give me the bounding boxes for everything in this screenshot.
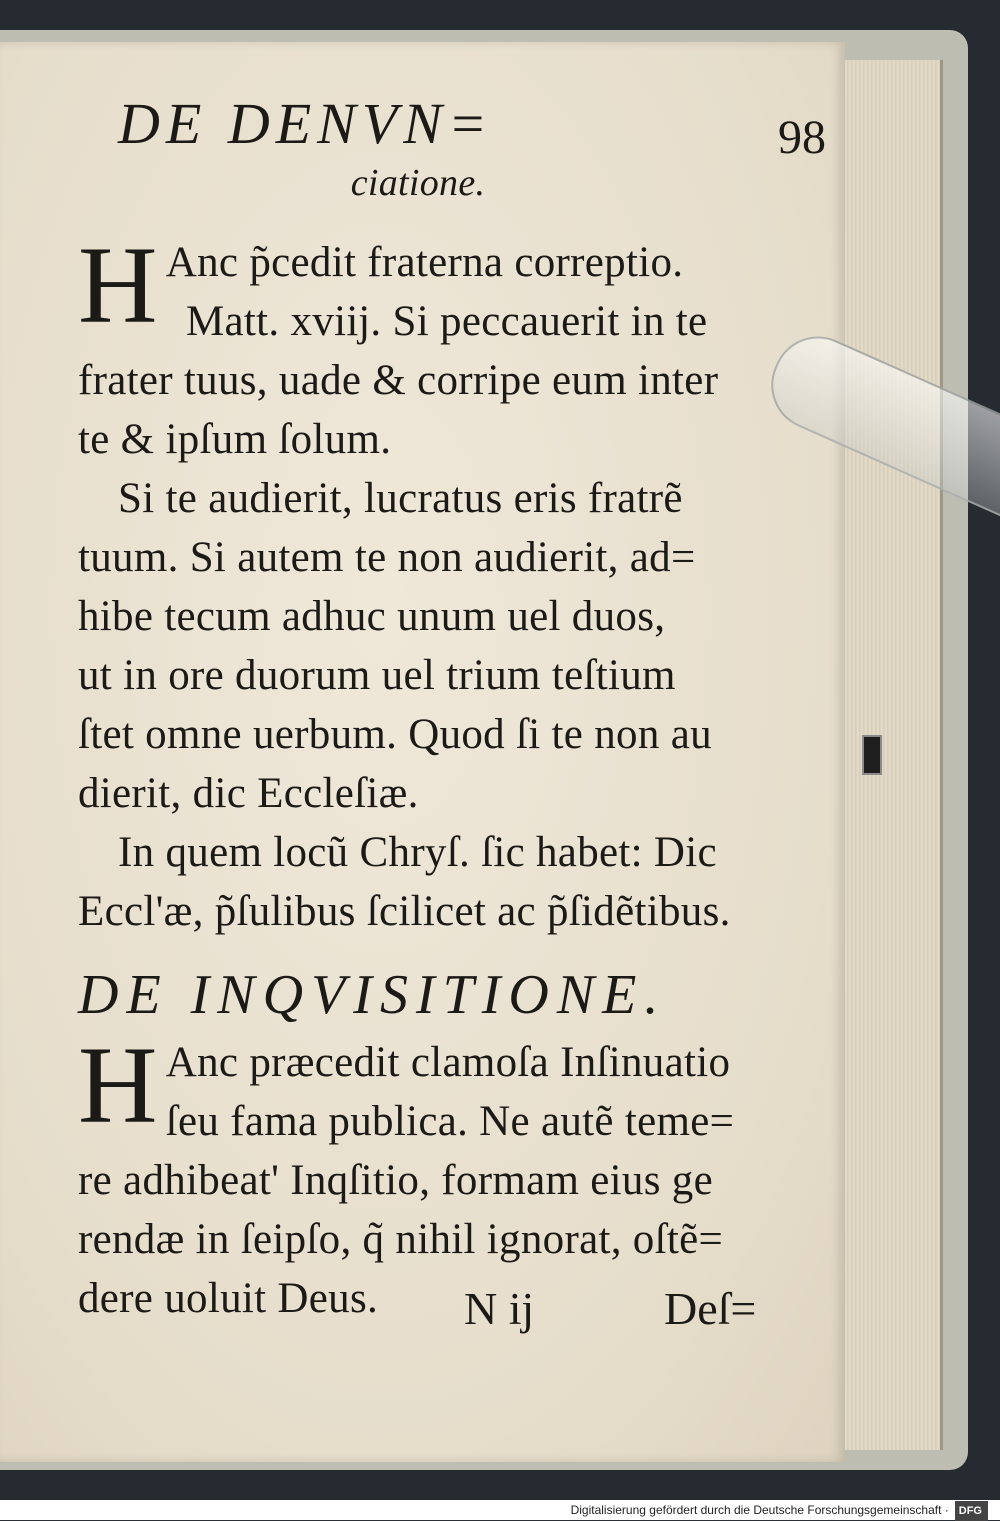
dfg-logo: DFG	[955, 1501, 988, 1521]
text-line: re adhibeat' Inqſitio, formam eius ge	[78, 1157, 713, 1204]
text-line: In quem locũ Chryſ. ſic habet: Dic	[118, 829, 717, 876]
section-heading-denunciatione: DE DENVN=	[118, 91, 494, 156]
section-heading-continuation: ciatione.	[350, 162, 486, 204]
catchword: Deſ=	[664, 1283, 757, 1334]
text-line: hibe tecum adhuc unum uel duos,	[78, 593, 666, 640]
text-line: ſeu fama publica. Ne autẽ teme=	[165, 1098, 735, 1145]
section-heading-inquisitione: DE INQVISITIONE.	[78, 964, 667, 1026]
paragraph-chrysostom	[78, 823, 778, 941]
text-line: Si te audierit, lucratus eris fratrẽ	[118, 475, 683, 522]
text-line: Eccl'æ, p̃ſulibus ſcilicet ac p̃ſidẽtibus.	[78, 888, 731, 935]
paragraph-audierit	[78, 469, 778, 823]
page-number: 98	[778, 111, 826, 164]
bookmark-tab	[862, 735, 882, 775]
drop-capital: H	[78, 224, 158, 346]
text-line: Matt. xviĳ. Si peccauerit in te	[186, 298, 708, 345]
text-line: tuum. Si autem te non audierit, ad=	[78, 534, 696, 581]
text-line: frater tuus, uade & corripe eum inter	[78, 357, 719, 404]
paragraph-correptio	[78, 224, 778, 469]
text-line: dere uoluit Deus.	[78, 1275, 379, 1322]
text-line: ſtet omne uerbum. Quod ſi te non au	[78, 711, 712, 758]
signature-mark: N ĳ	[464, 1283, 535, 1334]
page-text	[78, 91, 778, 1328]
text-line: te & ipſum ſolum.	[78, 416, 392, 463]
text-line: dierit, dic Eccleſiæ.	[78, 770, 419, 817]
page-fore-edge	[845, 60, 943, 1450]
text-line: Anc p̃cedit fraterna correptio.	[165, 239, 684, 286]
drop-capital: H	[78, 1024, 158, 1146]
text-line: rendæ in ſeipſo, q̃ nihil ignorat, oſtẽ=	[78, 1216, 724, 1263]
footer-credit: Digitalisierung gefördert durch die Deutsche Forschungsgemeinschaft ·	[570, 1503, 949, 1517]
text-line: ut in ore duorum uel trium teſtium	[78, 652, 676, 699]
text-line: Anc præcedit clamoſa Inſinuatio	[165, 1039, 731, 1086]
digitization-footer	[0, 1500, 1000, 1520]
